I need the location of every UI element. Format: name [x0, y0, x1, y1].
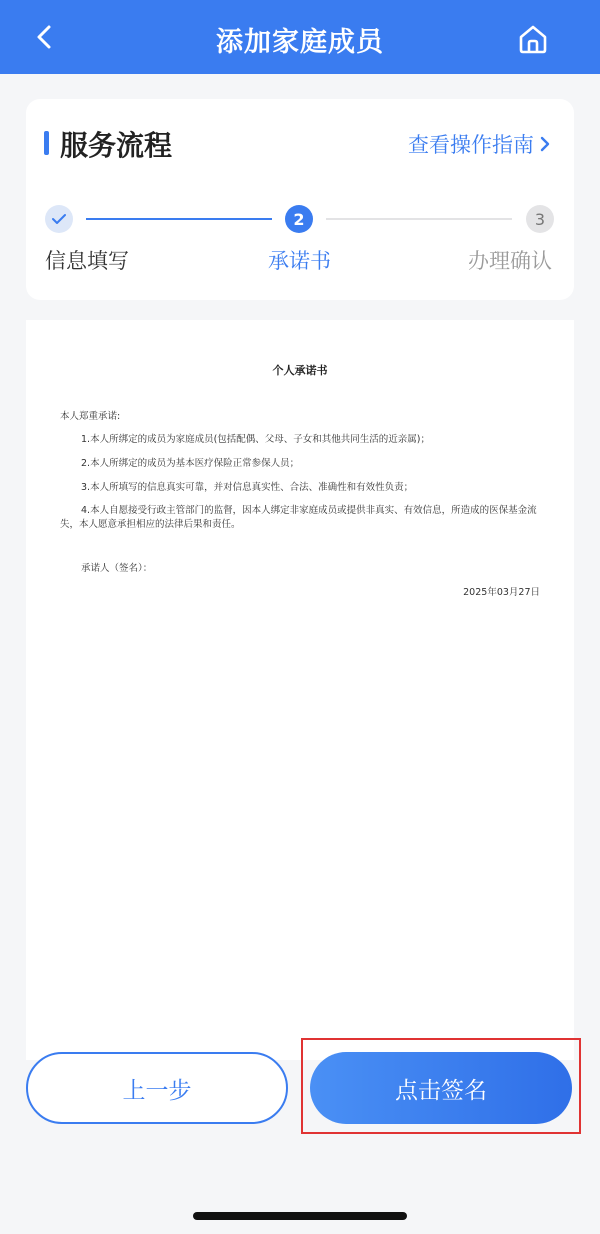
step-connector-pending — [326, 218, 512, 220]
guide-link-label: 查看操作指南 — [408, 133, 534, 157]
highlight-box — [301, 1038, 581, 1134]
step-3-number: 3 — [526, 205, 554, 233]
step-2-label: 承诺书 — [268, 249, 331, 273]
document-intro: 本人郑重承诺: — [60, 411, 121, 422]
step-connector-done — [86, 218, 272, 220]
section-accent-bar — [44, 131, 49, 155]
service-process-card — [26, 99, 574, 300]
app-header — [0, 0, 600, 74]
home-indicator[interactable] — [193, 1212, 407, 1220]
section-title: 服务流程 — [60, 129, 173, 162]
document-item-1: 1.本人所绑定的成员为家庭成员(包括配偶、父母、子女和其他共同生活的近亲属)； — [81, 434, 430, 445]
document-title: 个人承诺书 — [272, 364, 328, 377]
document-item-3: 3.本人所填写的信息真实可靠，并对信息真实性、合法、准确性和有效性负责； — [81, 482, 414, 493]
document-item-4: 4.本人自愿接受行政主管部门的监督，因本人绑定非家庭成员或提供非真实、有效信息，所造成的医保基金流失，本人愿意承担相应的法律后果和责任。 — [60, 505, 537, 530]
step-2-number: 2 — [285, 205, 313, 233]
step-3-label: 办理确认 — [468, 249, 552, 273]
step-1-label: 信息填写 — [45, 249, 129, 273]
previous-step-button[interactable]: 上一步 — [26, 1052, 288, 1124]
step-1-check-icon — [45, 205, 73, 233]
page-title: 添加家庭成员 — [216, 27, 384, 58]
signer-label: 承诺人（签名）： — [81, 563, 153, 574]
home-icon[interactable] — [516, 22, 550, 56]
document-date: 2025年03月27日 — [463, 587, 540, 598]
document-item-2: 2.本人所绑定的成员为基本医疗保险正常参保人员； — [81, 458, 300, 469]
sign-button[interactable]: 点击签名 — [310, 1052, 572, 1124]
commitment-document[interactable] — [26, 320, 574, 1060]
guide-link[interactable] — [408, 129, 552, 159]
chevron-right-icon — [538, 135, 552, 153]
